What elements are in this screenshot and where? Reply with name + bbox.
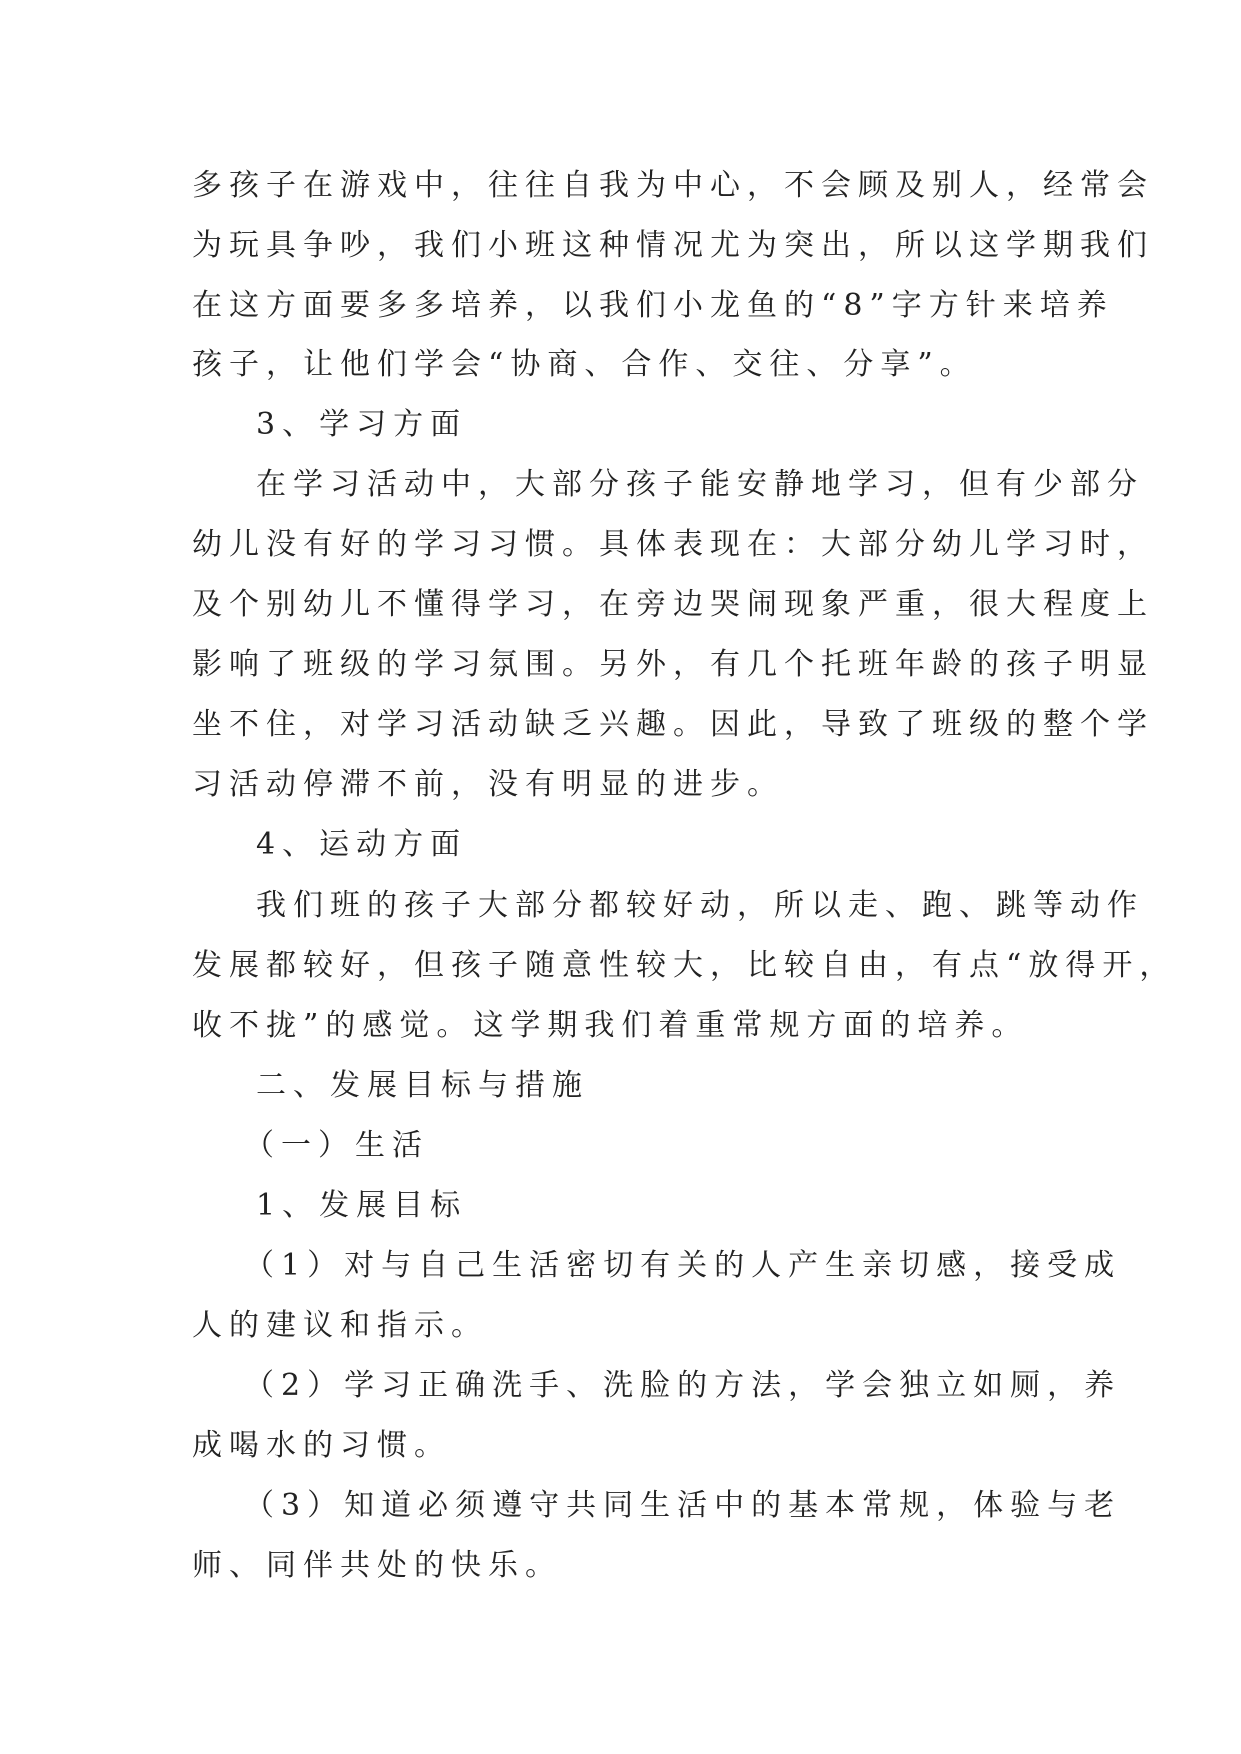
- text-line: 及个别幼儿不懂得学习，在旁边哭闹现象严重，很大程度上: [192, 587, 1154, 622]
- text-line: 成喝水的习惯。: [192, 1428, 451, 1463]
- text-line: 多孩子在游戏中，往往自我为中心，不会顾及别人，经常会: [192, 168, 1154, 203]
- section-heading: 3、学习方面: [256, 407, 468, 442]
- text-line: 在这方面要多多培养，以我们小龙鱼的“8”字方针来培养: [192, 288, 1114, 323]
- text-line: （3）知道必须遵守共同生活中的基本常规，体验与老: [244, 1488, 1122, 1523]
- text-line: （2）学习正确洗手、洗脸的方法，学会独立如厕，养: [244, 1368, 1122, 1403]
- text-line: 在学习活动中，大部分孩子能安静地学习，但有少部分: [256, 467, 1144, 502]
- subsection-heading: 1、发展目标: [256, 1188, 468, 1223]
- text-line: 孩子，让他们学会“协商、合作、交往、分享”。: [192, 347, 977, 382]
- text-line: 习活动停滞不前，没有明显的进步。: [192, 767, 784, 802]
- subsection-heading: （一）生活: [244, 1128, 429, 1163]
- text-line: 发展都较好，但孩子随意性较大，比较自由，有点“放得开，: [192, 948, 1177, 983]
- text-line: 师、同伴共处的快乐。: [192, 1548, 562, 1583]
- text-line: 人的建议和指示。: [192, 1308, 488, 1343]
- text-line: 幼儿没有好的学习习惯。具体表现在：大部分幼儿学习时，: [192, 527, 1154, 562]
- text-line: 影响了班级的学习氛围。另外，有几个托班年龄的孩子明显: [192, 647, 1154, 682]
- section-heading: 4、运动方面: [256, 827, 468, 862]
- text-line: （1）对与自己生活密切有关的人产生亲切感，接受成: [244, 1248, 1122, 1283]
- section-heading: 二、发展目标与措施: [256, 1068, 589, 1103]
- text-line: 为玩具争吵，我们小班这种情况尤为突出，所以这学期我们: [192, 228, 1154, 263]
- text-line: 我们班的孩子大部分都较好动，所以走、跑、跳等动作: [256, 888, 1144, 923]
- text-line: 坐不住，对学习活动缺乏兴趣。因此，导致了班级的整个学: [192, 707, 1154, 742]
- text-line: 收不拢”的感觉。这学期我们着重常规方面的培养。: [192, 1008, 1029, 1043]
